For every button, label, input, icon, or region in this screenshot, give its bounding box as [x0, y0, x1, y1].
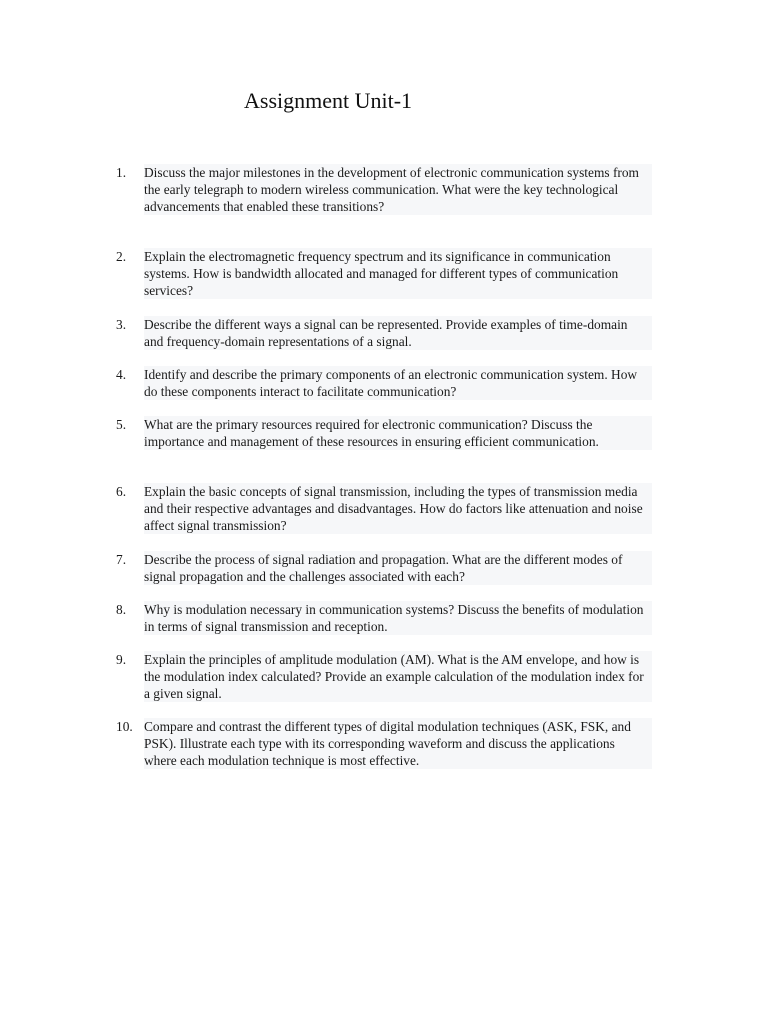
question-text: Describe the different ways a signal can be represented. Provide examples of time-domain and frequency-domain representations of a signal.: [144, 316, 652, 350]
question-number: 2.: [116, 248, 142, 265]
question-item: [116, 164, 652, 215]
question-item: [116, 366, 652, 400]
question-item: [116, 316, 652, 350]
question-number: 3.: [116, 316, 142, 333]
question-text: Describe the process of signal radiation and propagation. What are the different modes of signal propagation and the challenges associated with each?: [144, 551, 652, 585]
question-item: [116, 601, 652, 635]
question-item: [116, 718, 652, 769]
question-text: Compare and contrast the different types of digital modulation techniques (ASK, FSK, and PSK). Illustrate each type with its corresponding waveform and discuss the applications where each modulation technique is most effective.: [144, 718, 652, 769]
question-text: Identify and describe the primary components of an electronic communication system. How do these components interact to facilitate communication?: [144, 366, 652, 400]
question-item: [116, 248, 652, 299]
question-number: 10.: [116, 718, 142, 735]
question-number: 8.: [116, 601, 142, 618]
question-text: Why is modulation necessary in communication systems? Discuss the benefits of modulation in terms of signal transmission and reception.: [144, 601, 652, 635]
question-number: 4.: [116, 366, 142, 383]
question-item: [116, 483, 652, 534]
question-text: Explain the principles of amplitude modulation (AM). What is the AM envelope, and how is the modulation index calculated? Provide an example calculation of the modulation index for a given signal.: [144, 651, 652, 702]
question-item: [116, 416, 652, 450]
question-text: Explain the electromagnetic frequency spectrum and its significance in communication systems. How is bandwidth allocated and managed for different types of communication services?: [144, 248, 652, 299]
question-item: [116, 551, 652, 585]
question-item: [116, 651, 652, 702]
question-number: 9.: [116, 651, 142, 668]
question-number: 5.: [116, 416, 142, 433]
question-number: 6.: [116, 483, 142, 500]
question-text: Discuss the major milestones in the development of electronic communication systems from the early telegraph to modern wireless communication. What were the key technological advancements that enabled these transitions?: [144, 164, 652, 215]
question-text: Explain the basic concepts of signal transmission, including the types of transmission media and their respective advantages and disadvantages. How do factors like attenuation and noise affect signal transmission?: [144, 483, 652, 534]
document-title: Assignment Unit-1: [244, 88, 413, 113]
question-text: What are the primary resources required for electronic communication? Discuss the importance and management of these resources in ensuring efficient communication.: [144, 416, 652, 450]
question-number: 1.: [116, 164, 142, 181]
question-number: 7.: [116, 551, 142, 568]
